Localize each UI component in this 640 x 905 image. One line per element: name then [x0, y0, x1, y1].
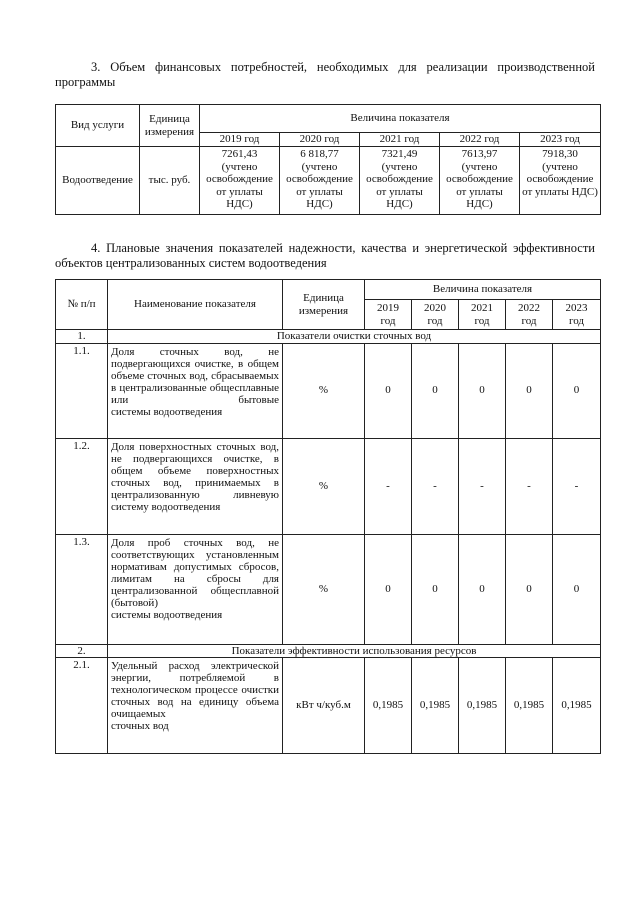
- value-cell: -: [553, 438, 601, 534]
- row-num: 1.2.: [56, 438, 108, 534]
- table-row: [56, 658, 601, 754]
- group-num: 2.: [56, 644, 108, 658]
- amount: 7918,30: [542, 148, 578, 160]
- amount: 7321,49: [381, 148, 418, 160]
- section4-title: 4. Плановые значения показателей надежности, качества и энергетической эффективности объектов централизованных систем водоотведения: [55, 241, 595, 270]
- group-title: Показатели очистки сточных вод: [108, 330, 601, 344]
- unit-cell: %: [283, 343, 365, 438]
- amount: 6 818,77: [300, 148, 339, 160]
- unit-cell: кВт ч/куб.м: [283, 658, 365, 754]
- group-title: Показатели эффективности использования ресурсов: [108, 644, 601, 658]
- unit-cell: тыс. руб.: [140, 147, 200, 215]
- table-row: [56, 438, 601, 534]
- year-header: 2023 год: [520, 133, 601, 147]
- group-row: [56, 330, 601, 344]
- value-cell: 0: [412, 343, 459, 438]
- value-cell: 0,1985: [412, 658, 459, 754]
- header-unit: Единица измерения: [283, 280, 365, 330]
- indicator-name: Доля поверхностных сточных вод, не подвергающихся очистке, в общем объеме поверхностных сточных вод, принимаемых в централизованную ливневую систему водоотведения: [108, 438, 283, 534]
- value-cell: 0: [553, 534, 601, 644]
- year-header: 2023 год: [553, 300, 601, 330]
- value-cell: 0: [459, 534, 506, 644]
- row-num: 1.1.: [56, 343, 108, 438]
- financial-needs-table: [55, 104, 601, 215]
- value-cell: 0: [412, 534, 459, 644]
- value-cell: 0: [365, 534, 412, 644]
- header-value: Величина показателя: [200, 105, 601, 133]
- header-service: Вид услуги: [56, 105, 140, 147]
- header-value: Величина показателя: [365, 280, 601, 300]
- value-cell: [440, 147, 520, 215]
- indicator-name: Удельный расход электрической энергии, потребляемой в технологическом процессе очистки сточных вод на единицу объема очищаемых сточных вод: [108, 658, 283, 754]
- table-row: [56, 534, 601, 644]
- vat-note: (учтено освобождение от уплаты НДС): [286, 160, 353, 210]
- year-header: 2019 год: [365, 300, 412, 330]
- header-unit: Единица измерения: [140, 105, 200, 147]
- year-header: 2021 год: [459, 300, 506, 330]
- amount: 7261,43: [221, 148, 258, 160]
- value-cell: -: [459, 438, 506, 534]
- unit-cell: %: [283, 534, 365, 644]
- row-num: 1.3.: [56, 534, 108, 644]
- value-cell: [200, 147, 280, 215]
- table-row: [56, 147, 601, 215]
- indicators-table: [55, 279, 601, 754]
- year-header: 2021 год: [360, 133, 440, 147]
- row-num: 2.1.: [56, 658, 108, 754]
- value-cell: [520, 147, 601, 215]
- value-cell: 0: [506, 534, 553, 644]
- value-cell: -: [412, 438, 459, 534]
- value-cell: 0: [459, 343, 506, 438]
- table-row: [56, 343, 601, 438]
- year-header: 2022 год: [506, 300, 553, 330]
- group-row: [56, 644, 601, 658]
- vat-note: (учтено освобождение от уплаты НДС): [522, 160, 598, 198]
- value-cell: 0: [506, 343, 553, 438]
- vat-note: (учтено освобождение от уплаты НДС): [206, 160, 273, 210]
- value-cell: -: [365, 438, 412, 534]
- value-cell: [280, 147, 360, 215]
- header-name: Наименование показателя: [108, 280, 283, 330]
- group-num: 1.: [56, 330, 108, 344]
- value-cell: -: [506, 438, 553, 534]
- value-cell: 0: [365, 343, 412, 438]
- amount: 7613,97: [461, 148, 498, 160]
- vat-note: (учтено освобождение от уплаты НДС): [366, 160, 433, 210]
- indicator-name: Доля сточных вод, не подвергающихся очистке, в общем объеме сточных вод, сбрасываемых в централизованные общесплавные или бытовые системы водоотведения: [108, 343, 283, 438]
- value-cell: [360, 147, 440, 215]
- section3-title: 3. Объем финансовых потребностей, необходимых для реализации производственной программы: [55, 60, 595, 89]
- service-cell: Водоотведение: [56, 147, 140, 215]
- value-cell: 0,1985: [365, 658, 412, 754]
- unit-cell: %: [283, 438, 365, 534]
- year-header: 2020 год: [412, 300, 459, 330]
- year-header: 2019 год: [200, 133, 280, 147]
- value-cell: 0,1985: [553, 658, 601, 754]
- indicator-name: Доля проб сточных вод, не соответствующих установленным нормативам допустимых сбросов, лимитам на сбросы для централизованной общесплавной (бытовой) системы водоотведения: [108, 534, 283, 644]
- vat-note: (учтено освобождение от уплаты НДС): [446, 160, 513, 210]
- year-header: 2020 год: [280, 133, 360, 147]
- header-num: № п/п: [56, 280, 108, 330]
- value-cell: 0,1985: [506, 658, 553, 754]
- value-cell: 0: [553, 343, 601, 438]
- year-header: 2022 год: [440, 133, 520, 147]
- value-cell: 0,1985: [459, 658, 506, 754]
